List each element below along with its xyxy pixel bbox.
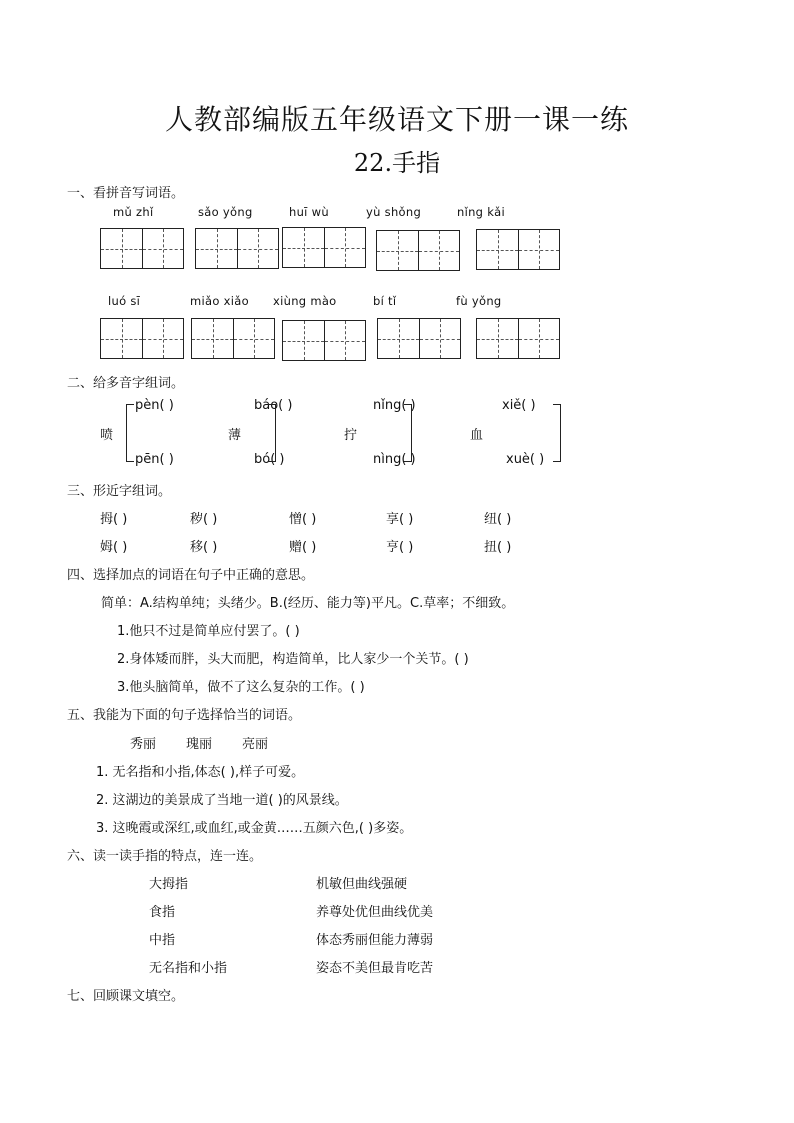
tian-grid-box[interactable] [100, 228, 184, 269]
word-option: 秀丽 [130, 737, 157, 752]
similar-char-item[interactable]: 纽( ) [484, 512, 512, 527]
section-3-heading: 三、形近字组词。 [67, 484, 172, 499]
brace-right [404, 404, 412, 462]
pinyin-label: xiùng mào [273, 294, 337, 308]
reading-top[interactable]: báo( ) [254, 398, 293, 413]
page-title: 人教部编版五年级语文下册一课一练 [164, 103, 629, 136]
reading-top[interactable]: xiě( ) [502, 398, 536, 413]
tian-grid-box[interactable] [476, 229, 560, 270]
section-6-heading: 六、读一读手指的特点，连一连。 [67, 849, 263, 864]
brace-right [553, 404, 561, 462]
pinyin-label: fù yǒng [456, 294, 502, 308]
polyphone-char: 薄 [228, 428, 242, 443]
reading-top[interactable]: pèn( ) [135, 398, 174, 413]
pinyin-label: miǎo xiǎo [190, 294, 249, 308]
section-2-heading: 二、给多音字组词。 [67, 376, 185, 391]
section-1-heading: 一、看拼音写词语。 [67, 186, 185, 201]
tian-grid-box[interactable] [476, 318, 560, 359]
finger-name[interactable]: 食指 [149, 905, 176, 920]
similar-char-item[interactable]: 亨( ) [386, 540, 414, 555]
similar-char-item[interactable]: 享( ) [386, 512, 414, 527]
reading-top[interactable]: nǐng( ) [373, 398, 416, 413]
lesson-title: 22.手指 [353, 149, 441, 177]
finger-trait[interactable]: 养尊处优但曲线优美 [316, 905, 434, 920]
word-option: 亮丽 [242, 737, 269, 752]
question-item[interactable]: 1.他只不过是简单应付罢了。( ) [117, 624, 300, 639]
tian-grid-box[interactable] [282, 320, 366, 361]
tian-grid-box[interactable] [191, 318, 275, 359]
reading-bottom[interactable]: pēn( ) [135, 452, 174, 467]
tian-grid-box[interactable] [377, 318, 461, 359]
tian-grid-box[interactable] [376, 230, 460, 271]
pinyin-label: mǔ zhǐ [113, 205, 154, 219]
reading-bottom[interactable]: bó( ) [254, 452, 285, 467]
pinyin-label: luó sī [108, 294, 141, 308]
tian-grid-box[interactable] [195, 228, 279, 269]
similar-char-item[interactable]: 秽( ) [190, 512, 218, 527]
polyphone-char: 喷 [100, 428, 114, 443]
pinyin-label: bí tǐ [373, 294, 397, 308]
similar-char-item[interactable]: 移( ) [190, 540, 218, 555]
finger-name[interactable]: 无名指和小指 [149, 961, 228, 976]
question-item[interactable]: 2. 这湖边的美景成了当地一道( )的风景线。 [96, 793, 348, 808]
pinyin-label: sǎo yǒng [198, 205, 253, 219]
similar-char-item[interactable]: 赠( ) [289, 540, 317, 555]
brace-right [268, 404, 276, 462]
finger-name[interactable]: 大拇指 [149, 877, 189, 892]
pinyin-label: yù shǒng [366, 205, 422, 219]
word-option: 瑰丽 [186, 737, 213, 752]
tian-grid-box[interactable] [282, 227, 366, 268]
pinyin-label: nǐng kǎi [457, 205, 506, 219]
similar-char-item[interactable]: 憎( ) [289, 512, 317, 527]
question-item[interactable]: 3. 这晚霞或深红,或血红,或金黄……五颜六色,( )多姿。 [96, 821, 413, 836]
section-5-heading: 五、我能为下面的句子选择恰当的词语。 [67, 708, 302, 723]
polyphone-char: 拧 [344, 428, 358, 443]
finger-trait[interactable]: 机敏但曲线强硬 [316, 877, 408, 892]
pinyin-label: huī wù [289, 205, 329, 219]
question-item[interactable]: 3.他头脑简单，做不了这么复杂的工作。( ) [117, 680, 365, 695]
similar-char-item[interactable]: 扭( ) [484, 540, 512, 555]
finger-trait[interactable]: 体态秀丽但能力薄弱 [316, 933, 434, 948]
definition-text: 简单：A.结构单纯；头绪少。B.(经历、能力等)平凡。C.草率；不细致。 [101, 596, 515, 611]
section-4-heading: 四、选择加点的词语在句子中正确的意思。 [67, 568, 315, 583]
finger-name[interactable]: 中指 [149, 933, 176, 948]
similar-char-item[interactable]: 拇( ) [100, 512, 128, 527]
similar-char-item[interactable]: 姆( ) [100, 540, 128, 555]
question-item[interactable]: 1. 无名指和小指,体态( ),样子可爱。 [96, 765, 305, 780]
question-item[interactable]: 2.身体矮而胖，头大而肥，构造简单，比人家少一个关节。( ) [117, 652, 469, 667]
reading-bottom[interactable]: nìng( ) [373, 452, 416, 467]
polyphone-char: 血 [470, 428, 484, 443]
brace-left [126, 404, 134, 462]
tian-grid-box[interactable] [100, 318, 184, 359]
finger-trait[interactable]: 姿态不美但最肯吃苦 [316, 961, 434, 976]
section-7-heading: 七、回顾课文填空。 [67, 989, 185, 1004]
reading-bottom[interactable]: xuè( ) [506, 452, 545, 467]
